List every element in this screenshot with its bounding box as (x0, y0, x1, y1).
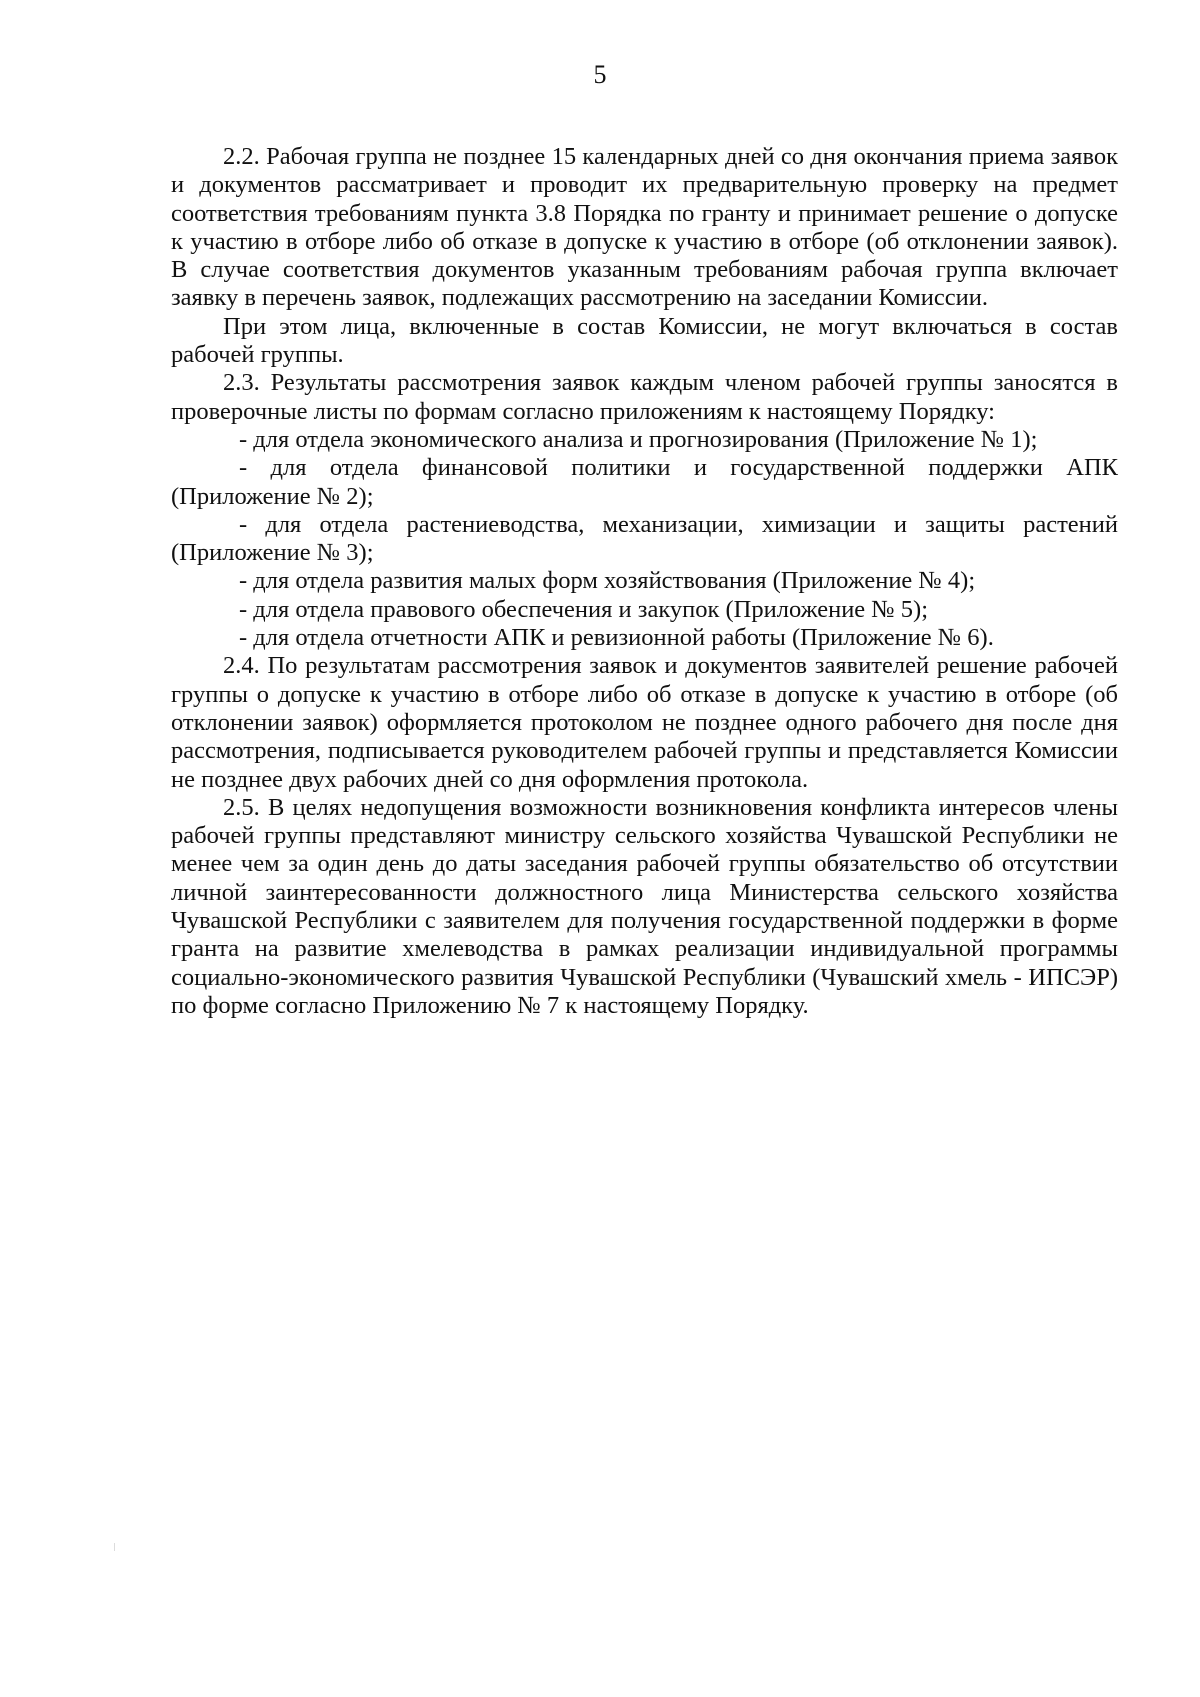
document-body (171, 143, 1118, 1020)
page-number: 5 (593, 60, 607, 89)
paragraph-2-3: 2.3. Результаты рассмотрения заявок каждым членом рабочей группы заносятся в проверочные листы по формам согласно приложениям к настоящему Порядку: (171, 369, 1118, 425)
list-item-appendix-6: - для отдела отчетности АПК и ревизионной работы (Приложение № 6). (239, 624, 994, 652)
list-item-appendix-3: - для отдела растениеводства, механизации, химизации и защиты растений (Приложение № 3); (171, 510, 1118, 567)
list-item-appendix-5: - для отдела правового обеспечения и закупок (Приложение № 5); (239, 595, 929, 623)
scan-speck (114, 1543, 115, 1551)
list-item-appendix-1: - для отдела экономического анализа и прогнозирования (Приложение № 1); (239, 425, 1038, 453)
list-item-appendix-2: - для отдела финансовой политики и государственной поддержки АПК (Приложение № 2); (171, 454, 1118, 510)
paragraph-2-2: 2.2. Рабочая группа не позднее 15 календарных дней со дня окончания приема заявок и документов рассматривает и проводит их предварительную проверку на предмет соответствия требованиям пункта 3.8 Порядка по гранту и принимает решение о допуске к участию в отборе либо об отказе в допуске к участию в отборе (об отклонении заявок). В случае соответствия документов указанным требованиям рабочая группа включает заявку в перечень заявок, подлежащих рассмотрению на заседании Комиссии. (171, 143, 1118, 312)
paragraph-commission-note: При этом лица, включенные в состав Комиссии, не могут включаться в состав рабочей группы. (171, 312, 1118, 369)
paragraph-2-4: 2.4. По результатам рассмотрения заявок и документов заявителей решение рабочей группы о допуске к участию в отборе либо об отказе в допуске к участию в отборе (об отклонении заявок) оформляется протоколом не позднее одного рабочего дня после дня рассмотрения, подписывается руководителем рабочей группы и представляется Комиссии не позднее двух рабочих дней со дня оформления протокола. (171, 652, 1118, 793)
list-item-appendix-4: - для отдела развития малых форм хозяйствования (Приложение № 4); (239, 567, 976, 595)
paragraph-2-5: 2.5. В целях недопущения возможности возникновения конфликта интересов члены рабочей группы представляют министру сельского хозяйства Чувашской Республики не менее чем за один день до даты заседания рабочей группы обязательство об отсутствии личной заинтересованности должностного лица Министерства сельского хозяйства Чувашской Республики с заявителем для получения государственной поддержки в форме гранта на развитие хмелеводства в рамках реализации индивидуальной программы социально-экономического развития Чувашской Республики (Чувашский хмель - ИПСЭР) по форме согласно Приложению № 7 к настоящему Порядку. (171, 793, 1118, 1019)
